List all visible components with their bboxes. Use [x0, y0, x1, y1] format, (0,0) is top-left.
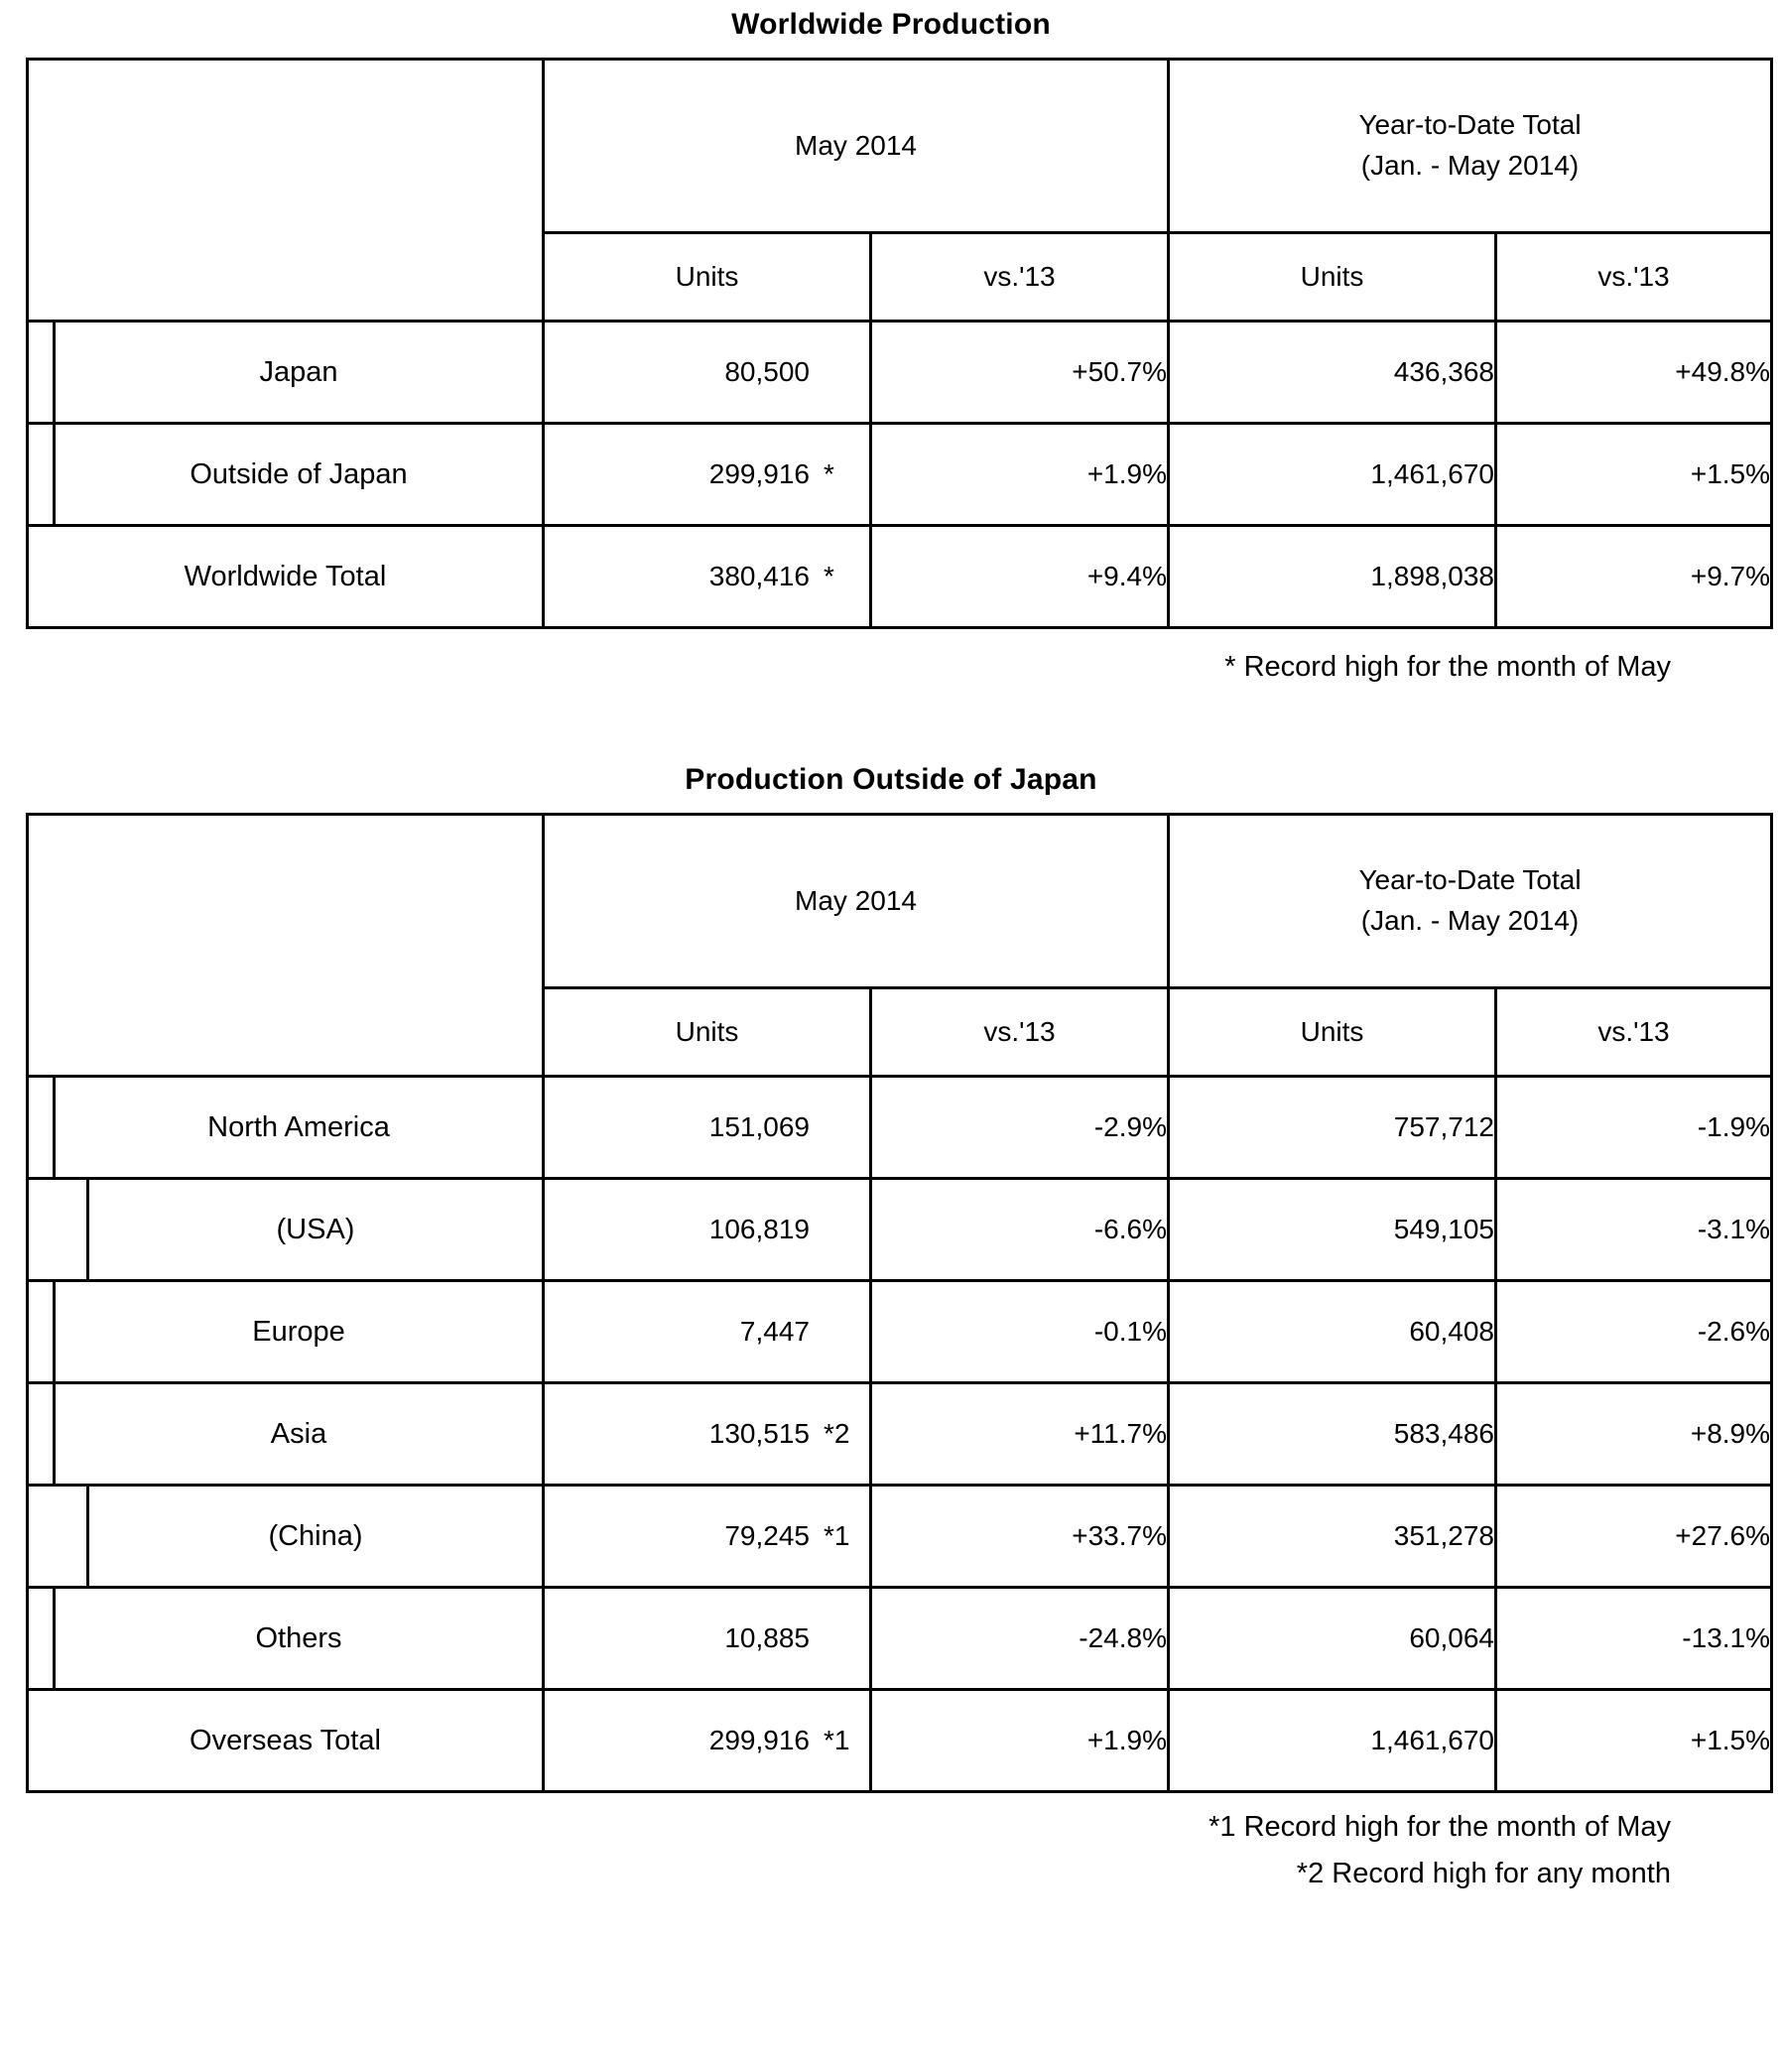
row-month-units-cell	[544, 1179, 871, 1281]
row-ytd-vs: -3.1%	[1496, 1179, 1772, 1281]
row-month-units: 106,819	[708, 1214, 810, 1244]
row-label: (USA)	[86, 1180, 542, 1279]
header-corner-blank	[28, 815, 544, 1077]
footnote-2: *2 Record high for any month	[1296, 1858, 1671, 1889]
row-month-units-cell	[544, 424, 871, 526]
header-ytd-units: Units	[1169, 233, 1496, 322]
row-month-vs: -2.9%	[871, 1077, 1169, 1179]
row-label-cell	[28, 1077, 544, 1179]
row-month-units-cell	[544, 1588, 871, 1690]
table-header-row-top	[28, 60, 1772, 233]
production-outside-japan-table	[26, 813, 1773, 1793]
row-month-mark: *	[824, 561, 834, 591]
header-month-vs: vs.'13	[871, 988, 1169, 1077]
page-title-worldwide-production: Worldwide Production	[731, 8, 1051, 41]
header-month-group: May 2014	[544, 815, 1169, 988]
row-ytd-units: 1,461,670	[1169, 1690, 1496, 1792]
row-label: Worldwide Total	[184, 560, 387, 592]
row-label-cell	[28, 1383, 544, 1486]
page-title-production-outside-japan: Production Outside of Japan	[685, 763, 1097, 796]
row-label-cell	[28, 1486, 544, 1588]
row-month-units-cell	[544, 1077, 871, 1179]
header-ytd-units: Units	[1169, 988, 1496, 1077]
header-month-group: May 2014	[544, 60, 1169, 233]
row-ytd-vs: +27.6%	[1496, 1486, 1772, 1588]
row-month-units: 7,447	[739, 1316, 810, 1347]
table-row	[28, 1690, 1772, 1792]
row-month-units-cell	[544, 1281, 871, 1383]
row-label: North America	[53, 1078, 542, 1177]
row-ytd-units: 583,486	[1169, 1383, 1496, 1486]
row-month-units: 10,885	[724, 1622, 810, 1653]
row-label: (China)	[86, 1487, 542, 1586]
table-row	[28, 1077, 1772, 1179]
row-label-cell	[28, 424, 544, 526]
row-label: Others	[53, 1589, 542, 1688]
row-ytd-units: 60,408	[1169, 1281, 1496, 1383]
row-month-mark: *	[824, 458, 834, 489]
header-month-units: Units	[544, 988, 871, 1077]
row-month-units-cell	[544, 1486, 871, 1588]
row-month-mark: *1	[824, 1725, 850, 1755]
row-month-units: 299,916	[708, 458, 810, 489]
row-month-units-cell	[544, 1383, 871, 1486]
row-ytd-vs: +1.5%	[1496, 424, 1772, 526]
row-ytd-vs: +9.7%	[1496, 526, 1772, 628]
row-month-vs: -24.8%	[871, 1588, 1169, 1690]
header-ytd-line2: (Jan. - May 2014)	[1360, 905, 1580, 936]
row-month-vs: +9.4%	[871, 526, 1169, 628]
row-ytd-units: 436,368	[1169, 322, 1496, 424]
row-label: Outside of Japan	[53, 425, 542, 524]
table-row	[28, 424, 1772, 526]
row-month-units: 151,069	[708, 1111, 810, 1142]
row-label-cell	[28, 1281, 544, 1383]
table-row	[28, 526, 1772, 628]
row-month-mark: *2	[824, 1418, 850, 1449]
table-row	[28, 1179, 1772, 1281]
table-header-row-top	[28, 815, 1772, 988]
footnote-worldwide: * Record high for the month of May	[1224, 651, 1671, 683]
row-label: Japan	[53, 323, 542, 422]
row-ytd-units: 351,278	[1169, 1486, 1496, 1588]
row-month-units-cell	[544, 322, 871, 424]
row-month-vs: +33.7%	[871, 1486, 1169, 1588]
header-month-units: Units	[544, 233, 871, 322]
table-row	[28, 1486, 1772, 1588]
worldwide-production-table	[26, 58, 1773, 629]
row-ytd-units: 549,105	[1169, 1179, 1496, 1281]
row-month-units: 79,245	[724, 1520, 810, 1551]
row-ytd-vs: +8.9%	[1496, 1383, 1772, 1486]
row-month-units-cell	[544, 526, 871, 628]
table-row	[28, 1383, 1772, 1486]
row-label-cell	[28, 1690, 544, 1792]
row-ytd-units: 757,712	[1169, 1077, 1496, 1179]
table-row	[28, 1281, 1772, 1383]
row-month-units: 299,916	[708, 1725, 810, 1755]
table-row	[28, 322, 1772, 424]
row-month-units: 380,416	[708, 561, 810, 591]
row-label-cell	[28, 1179, 544, 1281]
row-ytd-vs: -2.6%	[1496, 1281, 1772, 1383]
row-ytd-vs: -1.9%	[1496, 1077, 1772, 1179]
row-ytd-vs: +49.8%	[1496, 322, 1772, 424]
production-report-page	[0, 8, 1782, 2072]
header-ytd-group	[1169, 60, 1772, 233]
footnote-1: *1 Record high for the month of May	[1209, 1811, 1671, 1843]
header-ytd-line2: (Jan. - May 2014)	[1360, 150, 1580, 181]
row-month-mark: *1	[824, 1520, 850, 1551]
row-ytd-units: 1,898,038	[1169, 526, 1496, 628]
row-month-vs: -0.1%	[871, 1281, 1169, 1383]
row-ytd-vs: +1.5%	[1496, 1690, 1772, 1792]
row-label-cell	[28, 322, 544, 424]
row-month-units-cell	[544, 1690, 871, 1792]
table-row	[28, 1588, 1772, 1690]
row-label: Asia	[53, 1384, 542, 1484]
row-month-vs: +50.7%	[871, 322, 1169, 424]
header-ytd-group	[1169, 815, 1772, 988]
row-label: Overseas Total	[190, 1724, 381, 1756]
row-ytd-vs: -13.1%	[1496, 1588, 1772, 1690]
header-ytd-line1: Year-to-Date Total	[1358, 109, 1582, 141]
row-ytd-units: 60,064	[1169, 1588, 1496, 1690]
row-label-cell	[28, 526, 544, 628]
row-month-vs: +1.9%	[871, 424, 1169, 526]
row-month-vs: -6.6%	[871, 1179, 1169, 1281]
row-month-units: 80,500	[724, 356, 810, 387]
row-label: Europe	[53, 1282, 542, 1381]
header-ytd-vs: vs.'13	[1496, 233, 1772, 322]
row-month-vs: +1.9%	[871, 1690, 1169, 1792]
section-spacer	[26, 684, 1756, 763]
row-month-vs: +11.7%	[871, 1383, 1169, 1486]
header-ytd-vs: vs.'13	[1496, 988, 1772, 1077]
header-month-vs: vs.'13	[871, 233, 1169, 322]
row-label-cell	[28, 1588, 544, 1690]
header-ytd-line1: Year-to-Date Total	[1358, 864, 1582, 896]
row-month-units: 130,515	[708, 1418, 810, 1449]
row-ytd-units: 1,461,670	[1169, 424, 1496, 526]
header-corner-blank	[28, 60, 544, 322]
footnote-group-outside-japan	[26, 1811, 1756, 1890]
